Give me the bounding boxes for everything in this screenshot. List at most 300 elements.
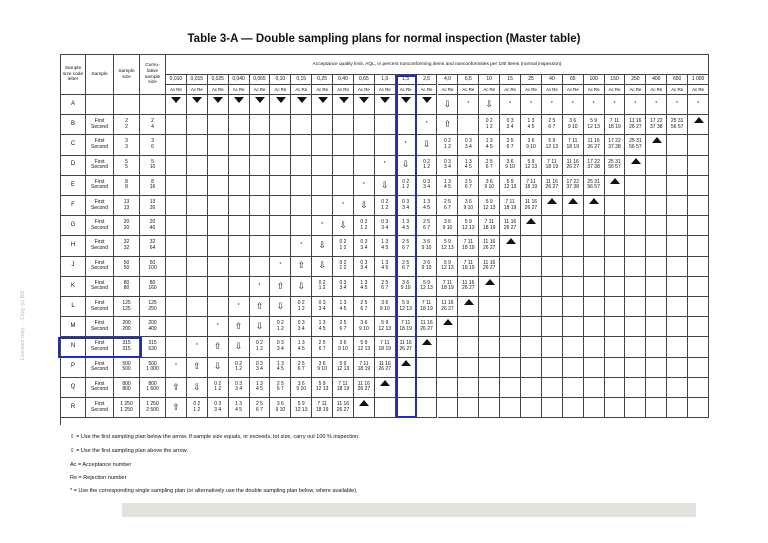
sample-label: First Second xyxy=(86,378,114,398)
legend-star-text: = Use the corresponding single sampling plan (or alternatively use the double sampling plan below, where available). xyxy=(73,488,358,494)
aql-value: 2,5 xyxy=(417,75,438,85)
plan-cell: 1 3 4 5 xyxy=(354,277,375,297)
row-divider xyxy=(61,357,709,358)
code-letter: H xyxy=(61,236,86,256)
aql-value: 150 xyxy=(605,75,626,85)
plan-cell: 2 5 6 7 xyxy=(375,277,396,297)
header-sample-size: Sample size xyxy=(114,55,140,95)
sample-label: First Second xyxy=(86,257,114,277)
arrow-head xyxy=(339,97,349,103)
star-cell: * xyxy=(187,337,208,357)
star-cell: * xyxy=(521,95,542,115)
aql-value: 15 xyxy=(500,75,521,85)
plan-cell: 3 6 9 10 xyxy=(312,358,333,378)
watermark-text: Licensed copy: ... Copy, (c) BSI xyxy=(20,290,26,360)
plan-cell: 7 11 18 19 xyxy=(458,257,479,277)
long-up-arrow-icon xyxy=(443,319,453,416)
side-watermark xyxy=(20,120,60,360)
aql-cell xyxy=(291,277,312,297)
cumulative-size: 13 26 xyxy=(140,196,166,216)
acre-header: Ac Re xyxy=(208,85,229,95)
acre-header: Ac Re xyxy=(270,85,291,95)
plan-cell: 2 5 6 7 xyxy=(417,216,438,236)
plan-cell: 7 11 18 19 xyxy=(438,277,459,297)
acre-header: Ac Re xyxy=(625,85,646,95)
plan-cell: 0 2 1 2 xyxy=(438,135,459,155)
row-divider xyxy=(61,195,709,196)
sample-size: 50 50 xyxy=(114,257,140,277)
plan-cell: 3 6 9 10 xyxy=(563,115,584,135)
arrow-head xyxy=(443,319,453,325)
down-arrow-icon: ⇩ xyxy=(213,361,222,372)
aql-cell xyxy=(667,236,688,256)
aql-value: 0,015 xyxy=(187,75,208,85)
sampling-plan-table xyxy=(60,54,709,425)
sample-label: First Second xyxy=(86,277,114,297)
plan-cell: 11 16 26 27 xyxy=(333,398,354,418)
plan-cell: 3 6 9 10 xyxy=(291,378,312,398)
plan-cell: 5 9 12 13 xyxy=(521,156,542,176)
row-divider xyxy=(61,316,709,317)
code-letter: B xyxy=(61,115,86,135)
sample-size: 80 80 xyxy=(114,277,140,297)
plan-cell: 11 16 26 27 xyxy=(417,317,438,337)
sample-label: First Second xyxy=(86,337,114,357)
star-cell: * xyxy=(542,95,563,115)
plan-cell: 0 2 1 2 xyxy=(333,236,354,256)
star-cell: * xyxy=(563,95,584,115)
long-up-arrow-icon xyxy=(526,218,536,416)
acre-header: Ac Re xyxy=(333,85,354,95)
footer-bar xyxy=(122,503,696,517)
aql-value: 0,15 xyxy=(291,75,312,85)
sample-size: 32 32 xyxy=(114,236,140,256)
plan-cell: 5 9 12 13 xyxy=(500,176,521,196)
up-arrow-icon: ⇧ xyxy=(276,280,285,291)
long-down-arrow-icon xyxy=(359,97,369,174)
plan-cell: 2 5 6 7 xyxy=(396,257,417,277)
plan-cell: 0 3 3 4 xyxy=(250,358,271,378)
plan-cell: 1 3 4 5 xyxy=(458,156,479,176)
arrow-head xyxy=(276,97,286,103)
arrow-head xyxy=(380,380,390,386)
plan-cell: 0 3 3 4 xyxy=(375,216,396,236)
plan-cell: 17 22 37 38 xyxy=(584,156,605,176)
acre-header: Ac Re xyxy=(187,85,208,95)
sample-label: First Second xyxy=(86,115,114,135)
row-divider xyxy=(61,215,709,216)
plan-cell: 0 3 3 4 xyxy=(354,257,375,277)
arrow-head xyxy=(694,117,704,123)
sample-size: 20 20 xyxy=(114,216,140,236)
aql-cell xyxy=(438,115,459,135)
aql-cell xyxy=(667,156,688,176)
plan-cell: 5 9 12 13 xyxy=(291,398,312,418)
plan-cell: 5 9 12 13 xyxy=(584,115,605,135)
row-divider xyxy=(61,114,709,115)
plan-cell: 0 2 1 2 xyxy=(208,378,229,398)
plan-cell: 25 31 56 57 xyxy=(605,156,626,176)
aql-value: 1,5 xyxy=(396,75,417,85)
cumulative-size: 3 6 xyxy=(140,135,166,155)
aql-value: 0,025 xyxy=(208,75,229,85)
plan-cell: 3 6 9 10 xyxy=(458,196,479,216)
up-arrow-icon: ⇧ xyxy=(172,381,180,392)
code-letter: K xyxy=(61,277,86,297)
cumulative-size: 20 40 xyxy=(140,216,166,236)
cumulative-size: 80 160 xyxy=(140,277,166,297)
aql-cell xyxy=(438,95,459,115)
sample-label: First Second xyxy=(86,156,114,176)
code-letter: P xyxy=(61,358,86,378)
plan-cell: 0 3 3 4 xyxy=(354,236,375,256)
cumulative-size: 5 10 xyxy=(140,156,166,176)
plan-cell: 25 31 56 57 xyxy=(625,135,646,155)
plan-cell: 0 3 3 4 xyxy=(417,176,438,196)
long-down-arrow-icon xyxy=(255,97,265,275)
arrow-head xyxy=(422,97,432,103)
plan-cell: 3 6 9 10 xyxy=(333,337,354,357)
aql-value: 4,0 xyxy=(438,75,459,85)
down-arrow-icon: ⇩ xyxy=(485,98,493,109)
up-arrow-icon: ⇧ xyxy=(193,361,201,372)
plan-cell: 7 11 18 19 xyxy=(396,317,417,337)
plan-cell: 3 6 9 10 xyxy=(500,156,521,176)
star-cell: * xyxy=(688,95,709,115)
plan-cell: 1 3 4 5 xyxy=(312,317,333,337)
star-cell: * xyxy=(291,236,312,256)
plan-cell: 2 5 6 7 xyxy=(438,196,459,216)
plan-cell: 11 16 26 27 xyxy=(375,358,396,378)
plan-cell: 7 11 18 19 xyxy=(605,115,626,135)
plan-cell: 5 9 12 13 xyxy=(458,216,479,236)
plan-cell: 5 9 12 13 xyxy=(354,337,375,357)
aql-cell xyxy=(354,196,375,216)
aql-value: 40 xyxy=(542,75,563,85)
star-cell: * xyxy=(458,95,479,115)
arrow-head xyxy=(506,238,516,244)
plan-cell: 11 16 26 27 xyxy=(354,378,375,398)
plan-cell: 0 2 1 2 xyxy=(291,297,312,317)
code-letter: N xyxy=(61,337,86,357)
plan-cell: 1 3 4 5 xyxy=(270,358,291,378)
arrow-head xyxy=(359,97,369,103)
plan-cell: 3 6 9 10 xyxy=(375,297,396,317)
aql-cell xyxy=(417,135,438,155)
code-letter: F xyxy=(61,196,86,216)
plan-cell: 3 6 9 10 xyxy=(270,398,291,418)
row-divider xyxy=(61,377,709,378)
sample-label: First Second xyxy=(86,135,114,155)
plan-cell: 2 5 6 7 xyxy=(291,358,312,378)
acre-header: Ac Re xyxy=(521,85,542,95)
plan-cell: 1 3 4 5 xyxy=(333,297,354,317)
plan-cell: 7 11 18 19 xyxy=(375,337,396,357)
plan-cell: 0 3 3 4 xyxy=(333,277,354,297)
cumulative-size: 500 1 000 xyxy=(140,358,166,378)
aql-cell xyxy=(250,297,271,317)
arrow-head xyxy=(359,400,369,406)
plan-cell: 2 5 6 7 xyxy=(354,297,375,317)
star-cell: * xyxy=(625,95,646,115)
aql-cell xyxy=(667,378,688,398)
aql-value: 0,65 xyxy=(354,75,375,85)
sample-size: 13 13 xyxy=(114,196,140,216)
aql-cell xyxy=(166,378,187,398)
aql-cell xyxy=(312,236,333,256)
plan-cell: 7 11 18 19 xyxy=(563,135,584,155)
arrow-head xyxy=(464,299,474,305)
down-arrow-icon: ⇩ xyxy=(360,199,368,210)
sample-label: First Second xyxy=(86,176,114,196)
long-down-arrow-icon xyxy=(297,97,307,234)
plan-cell: 0 3 3 4 xyxy=(396,196,417,216)
aql-cell xyxy=(667,398,688,418)
star-cell: * xyxy=(667,95,688,115)
code-letter: R xyxy=(61,398,86,418)
acre-header: Ac Re xyxy=(166,85,187,95)
acre-header: Ac Re xyxy=(584,85,605,95)
plan-cell: 7 11 18 19 xyxy=(521,176,542,196)
sample-size: 125 125 xyxy=(114,297,140,317)
aql-cell xyxy=(667,317,688,337)
aql-value: 6,5 xyxy=(458,75,479,85)
sample-size: 200 200 xyxy=(114,317,140,337)
up-arrow-icon: ⇧ xyxy=(297,260,305,271)
cumulative-size: 32 64 xyxy=(140,236,166,256)
legend-down-arrow xyxy=(70,434,360,440)
arrow-head xyxy=(526,218,536,224)
plan-cell: 2 5 6 7 xyxy=(312,337,333,357)
code-letter: M xyxy=(61,317,86,337)
plan-cell: 3 6 9 10 xyxy=(417,236,438,256)
plan-cell: 0 2 1 2 xyxy=(229,358,250,378)
aql-value: 0,25 xyxy=(312,75,333,85)
aql-cell xyxy=(208,337,229,357)
acre-header: Ac Re xyxy=(479,85,500,95)
plan-cell: 1 3 4 5 xyxy=(396,216,417,236)
arrow-head xyxy=(380,97,390,103)
row-divider xyxy=(61,336,709,337)
up-arrow-icon: ⇧ xyxy=(70,448,75,454)
code-letter: Q xyxy=(61,378,86,398)
aql-cell xyxy=(667,216,688,236)
aql-cell xyxy=(229,337,250,357)
plan-cell: 1 3 4 5 xyxy=(438,176,459,196)
sample-label: First Second xyxy=(86,216,114,236)
highlight-letter-row xyxy=(58,337,142,357)
code-letter: D xyxy=(61,156,86,176)
plan-cell: 11 16 26 27 xyxy=(625,115,646,135)
long-down-arrow-icon xyxy=(192,97,202,335)
long-down-arrow-icon xyxy=(339,97,349,194)
aql-cell xyxy=(667,337,688,357)
aql-value: 650 xyxy=(667,75,688,85)
long-up-arrow-icon xyxy=(506,238,516,416)
legend-ac: Ac = Acceptance number xyxy=(70,462,132,468)
plan-cell: 0 3 3 4 xyxy=(458,135,479,155)
plan-cell: 2 5 6 7 xyxy=(542,115,563,135)
plan-cell: 2 5 6 7 xyxy=(396,236,417,256)
sample-size: 500 500 xyxy=(114,358,140,378)
down-arrow-icon: ⇩ xyxy=(318,260,326,271)
aql-cell xyxy=(270,297,291,317)
acre-header: Ac Re xyxy=(291,85,312,95)
sample-size: 3 3 xyxy=(114,135,140,155)
plan-cell: 7 11 18 19 xyxy=(354,358,375,378)
plan-cell: 0 3 3 4 xyxy=(229,378,250,398)
down-arrow-icon: ⇩ xyxy=(297,280,305,291)
cumulative-size: 315 630 xyxy=(140,337,166,357)
plan-cell: 1 3 4 5 xyxy=(229,398,250,418)
star-cell: * xyxy=(333,196,354,216)
aql-cell xyxy=(166,398,187,418)
cumulative-size: 2 4 xyxy=(140,115,166,135)
plan-cell: 17 22 37 38 xyxy=(605,135,626,155)
down-arrow-icon: ⇩ xyxy=(234,341,243,352)
header-sample: Sample xyxy=(86,55,114,95)
plan-cell: 5 9 12 13 xyxy=(438,236,459,256)
acre-header: Ac Re xyxy=(250,85,271,95)
code-letter: C xyxy=(61,135,86,155)
down-arrow-icon: ⇩ xyxy=(193,381,201,392)
acre-header: Ac Re xyxy=(396,85,417,95)
star-cell: * xyxy=(396,135,417,155)
plan-cell: 11 16 26 27 xyxy=(563,156,584,176)
aql-value: 0,10 xyxy=(270,75,291,85)
plan-cell: 0 3 3 4 xyxy=(291,317,312,337)
row-divider xyxy=(61,235,709,236)
aql-cell xyxy=(667,277,688,297)
acre-header: Ac Re xyxy=(500,85,521,95)
cumulative-size: 125 250 xyxy=(140,297,166,317)
aql-cell xyxy=(667,176,688,196)
plan-cell: 2 5 6 7 xyxy=(500,135,521,155)
plan-cell: 17 22 37 38 xyxy=(563,176,584,196)
plan-cell: 25 31 56 57 xyxy=(667,115,688,135)
long-down-arrow-icon xyxy=(380,97,390,154)
arrow-head xyxy=(589,198,599,204)
star-cell: * xyxy=(270,257,291,277)
aql-cell xyxy=(458,115,479,135)
plan-cell: 7 11 18 19 xyxy=(542,156,563,176)
star-cell: * xyxy=(312,216,333,236)
arrow-head xyxy=(610,178,620,184)
long-down-arrow-icon xyxy=(276,97,286,255)
highlight-aql-column xyxy=(396,75,417,418)
plan-cell: 2 5 6 7 xyxy=(250,398,271,418)
plan-cell: 3 6 9 10 xyxy=(479,176,500,196)
aql-value: 100 xyxy=(584,75,605,85)
star-cell: * xyxy=(229,297,250,317)
aql-value: 0,040 xyxy=(229,75,250,85)
row-divider xyxy=(61,276,709,277)
sample-size: 8 8 xyxy=(114,176,140,196)
plan-cell: 5 9 12 13 xyxy=(333,358,354,378)
plan-cell: 17 22 37 38 xyxy=(646,115,667,135)
arrow-head xyxy=(318,97,328,103)
plan-cell: 2 5 6 7 xyxy=(458,176,479,196)
arrow-head xyxy=(568,198,578,204)
plan-cell: 0 2 1 2 xyxy=(187,398,208,418)
plan-cell: 11 16 26 27 xyxy=(479,236,500,256)
plan-cell: 3 6 9 10 xyxy=(521,135,542,155)
aql-cell xyxy=(187,378,208,398)
plan-cell: 11 16 26 27 xyxy=(521,196,542,216)
cumulative-size: 8 16 xyxy=(140,176,166,196)
legend-re: Re = Rejection number xyxy=(70,475,127,481)
plan-cell: 0 3 3 4 xyxy=(208,398,229,418)
arrow-head xyxy=(213,97,223,103)
plan-cell: 5 9 12 13 xyxy=(396,297,417,317)
star-cell: * xyxy=(166,358,187,378)
long-up-arrow-icon xyxy=(485,279,495,416)
sample-label: First Second xyxy=(86,358,114,378)
aql-cell xyxy=(667,196,688,216)
down-arrow-icon: ⇩ xyxy=(255,320,264,331)
acre-header: Ac Re xyxy=(375,85,396,95)
aql-cell xyxy=(208,358,229,378)
long-down-arrow-icon xyxy=(213,97,223,315)
plan-cell: 1 3 4 5 xyxy=(479,135,500,155)
aql-value: 0,010 xyxy=(166,75,187,85)
plan-cell: 5 9 12 13 xyxy=(479,196,500,216)
long-up-arrow-icon xyxy=(589,198,599,416)
plan-cell: 5 9 12 13 xyxy=(438,257,459,277)
down-arrow-icon: ⇩ xyxy=(381,179,389,190)
plan-cell: 7 11 18 19 xyxy=(312,398,333,418)
sample-label xyxy=(86,95,114,115)
aql-cell xyxy=(291,257,312,277)
star-symbol: * xyxy=(70,488,73,494)
sample-size: 315 315 xyxy=(114,337,140,357)
star-cell: * xyxy=(208,317,229,337)
plan-cell: 0 2 1 2 xyxy=(417,156,438,176)
sample-size: 1 250 1 250 xyxy=(114,398,140,418)
acre-header: Ac Re xyxy=(605,85,626,95)
up-arrow-icon: ⇧ xyxy=(172,401,180,412)
up-arrow-icon: ⇧ xyxy=(213,341,222,352)
sample-label: First Second xyxy=(86,297,114,317)
plan-cell: 0 2 1 2 xyxy=(396,176,417,196)
down-arrow-icon: ⇩ xyxy=(318,240,326,251)
plan-cell: 7 11 18 19 xyxy=(333,378,354,398)
plan-cell: 5 9 12 13 xyxy=(312,378,333,398)
long-up-arrow-icon xyxy=(359,400,369,416)
long-up-arrow-icon xyxy=(694,117,704,416)
plan-cell: 11 16 26 27 xyxy=(396,337,417,357)
aql-cell xyxy=(667,358,688,378)
plan-cell: 0 2 1 2 xyxy=(354,216,375,236)
sample-label: First Second xyxy=(86,398,114,418)
aql-cell xyxy=(229,317,250,337)
aql-value: 1,0 xyxy=(375,75,396,85)
plan-cell: 3 6 9 10 xyxy=(396,277,417,297)
aql-value: 1 000 xyxy=(688,75,709,85)
aql-cell xyxy=(667,257,688,277)
acre-header: Ac Re xyxy=(438,85,459,95)
star-cell: * xyxy=(250,277,271,297)
plan-cell: 25 31 56 57 xyxy=(584,176,605,196)
plan-cell: 3 6 9 10 xyxy=(354,317,375,337)
aql-cell xyxy=(250,317,271,337)
cumulative-size xyxy=(140,95,166,115)
aql-cell xyxy=(270,277,291,297)
arrow-head xyxy=(297,97,307,103)
acre-header: Ac Re xyxy=(563,85,584,95)
star-cell: * xyxy=(500,95,521,115)
acre-header: Ac Re xyxy=(646,85,667,95)
